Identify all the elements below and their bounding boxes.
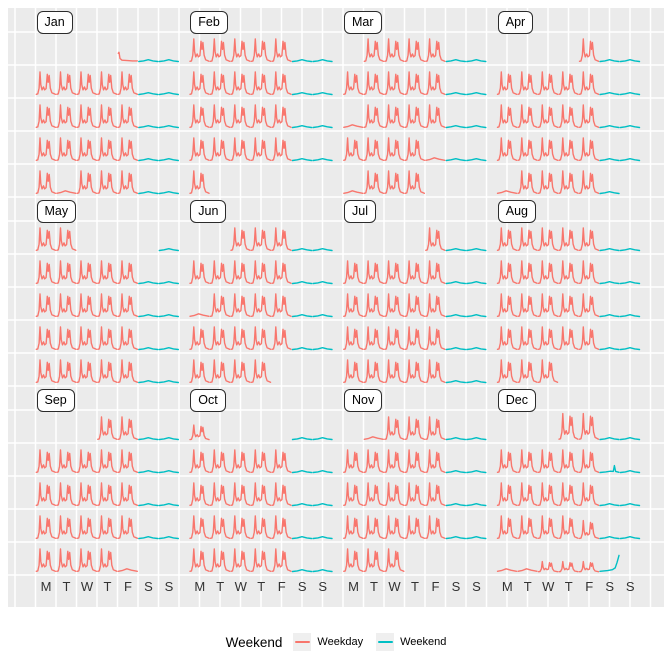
axis-day-label-col4-7: S xyxy=(625,579,635,594)
day-sparkline-may-w4-d7 xyxy=(159,348,178,350)
day-sparkline-sep-w4-d7 xyxy=(159,537,178,539)
day-sparkline-jul-w4-d3 xyxy=(385,327,404,349)
day-sparkline-may-w2-d3 xyxy=(77,261,96,283)
day-sparkline-sep-w1-d5 xyxy=(118,417,137,439)
day-sparkline-may-w5-d1 xyxy=(36,360,55,382)
day-sparkline-nov-w2-d1 xyxy=(344,450,363,472)
day-sparkline-may-w2-d1 xyxy=(36,261,55,283)
day-sparkline-may-w2-d4 xyxy=(98,261,117,283)
day-sparkline-mar-w4-d3 xyxy=(385,138,404,160)
day-sparkline-nov-w5-d3 xyxy=(385,549,404,571)
day-sparkline-jan-w4-d1 xyxy=(36,138,55,160)
calendar-grid-canvas xyxy=(8,8,664,607)
plot-panel xyxy=(8,8,664,607)
day-sparkline-may-w3-d6 xyxy=(139,315,158,317)
day-sparkline-jul-w3-d5 xyxy=(426,294,445,316)
axis-day-label-col2-2: T xyxy=(216,579,225,594)
day-sparkline-jul-w4-d5 xyxy=(426,327,445,349)
day-sparkline-jul-w3-d4 xyxy=(405,294,424,316)
day-sparkline-jul-w2-d6 xyxy=(446,282,465,284)
day-sparkline-jul-w3-d1 xyxy=(344,294,363,316)
day-sparkline-sep-w2-d4 xyxy=(98,450,117,472)
day-sparkline-mar-w4-d6 xyxy=(446,159,465,161)
day-sparkline-nov-w3-d4 xyxy=(405,483,424,505)
day-sparkline-nov-w1-d5 xyxy=(426,417,445,439)
day-sparkline-may-w2-d5 xyxy=(118,261,137,283)
day-sparkline-jul-w5-d1 xyxy=(344,360,363,382)
axis-day-label-col2-4: T xyxy=(257,579,266,594)
day-sparkline-jul-w3-d7 xyxy=(467,315,486,317)
legend-item-weekend xyxy=(376,633,446,651)
day-sparkline-may-w5-d4 xyxy=(98,360,117,382)
axis-day-label-col4-2: T xyxy=(523,579,532,594)
day-sparkline-jan-w4-d5 xyxy=(118,138,137,160)
day-sparkline-jan-w2-d7 xyxy=(159,93,178,95)
day-sparkline-sep-w1-d7 xyxy=(159,438,178,440)
day-sparkline-nov-w1-d4 xyxy=(405,417,424,439)
day-sparkline-jul-w2-d2 xyxy=(364,261,383,283)
day-sparkline-sep-w2-d5 xyxy=(118,450,137,472)
day-sparkline-nov-w4-d7 xyxy=(467,537,486,539)
day-sparkline-mar-w2-d4 xyxy=(405,72,424,94)
day-sparkline-nov-w3-d5 xyxy=(426,483,445,505)
axis-day-label-col4-3: W xyxy=(542,579,555,594)
day-sparkline-mar-w5-d3 xyxy=(385,171,404,193)
day-sparkline-nov-w4-d1 xyxy=(344,516,363,538)
axis-day-label-col3-3: W xyxy=(388,579,401,594)
axis-day-label-col1-4: T xyxy=(103,579,112,594)
day-sparkline-sep-w4-d2 xyxy=(57,516,76,538)
month-label-apr: Apr xyxy=(498,11,533,34)
day-sparkline-jul-w5-d3 xyxy=(385,360,404,382)
day-sparkline-sep-w3-d1 xyxy=(36,483,55,505)
month-label-jul: Jul xyxy=(344,200,376,223)
axis-day-label-col2-7: S xyxy=(318,579,328,594)
day-sparkline-mar-w3-d5 xyxy=(426,105,445,127)
day-sparkline-nov-w3-d2 xyxy=(364,483,383,505)
day-sparkline-sep-w3-d6 xyxy=(139,504,158,506)
day-sparkline-jul-w4-d7 xyxy=(467,348,486,350)
day-sparkline-sep-w3-d4 xyxy=(98,483,117,505)
axis-day-label-col1-1: M xyxy=(40,579,52,594)
axis-day-label-col1-6: S xyxy=(144,579,153,594)
day-sparkline-jul-w1-d7 xyxy=(467,249,486,251)
day-sparkline-mar-w4-d2 xyxy=(364,138,383,160)
day-sparkline-jul-w5-d7 xyxy=(467,381,486,383)
day-sparkline-sep-w5-d3 xyxy=(77,549,96,571)
day-sparkline-sep-w2-d3 xyxy=(77,450,96,472)
day-sparkline-mar-w2-d1 xyxy=(344,72,363,94)
day-sparkline-sep-w1-d6 xyxy=(139,438,158,440)
day-sparkline-nov-w4-d6 xyxy=(446,537,465,539)
day-sparkline-jul-w1-d5 xyxy=(426,228,445,250)
day-sparkline-sep-w1-d4 xyxy=(98,417,117,439)
axis-day-label-col4-1: M xyxy=(501,579,513,594)
month-label-jan: Jan xyxy=(37,11,73,34)
day-sparkline-may-w3-d7 xyxy=(159,315,178,317)
day-sparkline-jan-w5-d4 xyxy=(98,171,117,193)
day-sparkline-sep-w2-d2 xyxy=(57,450,76,472)
day-sparkline-jul-w2-d5 xyxy=(426,261,445,283)
axis-day-label-col3-6: S xyxy=(451,579,461,594)
day-sparkline-sep-w2-d1 xyxy=(36,450,55,472)
day-sparkline-sep-w4-d4 xyxy=(98,516,117,538)
day-sparkline-jan-w1-d6 xyxy=(139,60,158,62)
weekday-line-key-icon xyxy=(293,633,311,651)
day-sparkline-jan-w5-d5 xyxy=(118,171,137,193)
day-sparkline-mar-w4-d7 xyxy=(467,159,486,161)
axis-day-label-col1-5: F xyxy=(124,579,132,594)
day-sparkline-nov-w4-d5 xyxy=(426,516,445,538)
axis-day-label-col3-7: S xyxy=(472,579,481,594)
day-sparkline-jul-w5-d5 xyxy=(426,360,445,382)
day-sparkline-mar-w4-d5 xyxy=(426,158,445,161)
day-sparkline-nov-w2-d4 xyxy=(405,450,424,472)
axis-day-label-col2-5: F xyxy=(277,579,286,594)
day-sparkline-nov-w2-d5 xyxy=(426,450,445,472)
day-sparkline-jan-w1-d7 xyxy=(159,60,178,62)
axis-day-label-col1-7: S xyxy=(164,579,174,594)
month-label-jun: Jun xyxy=(190,200,226,223)
day-sparkline-mar-w1-d3 xyxy=(385,39,404,61)
month-label-may: May xyxy=(37,200,77,223)
day-sparkline-mar-w4-d4 xyxy=(405,138,424,160)
day-sparkline-sep-w2-d6 xyxy=(139,471,158,473)
day-sparkline-sep-w5-d4 xyxy=(98,549,117,571)
day-sparkline-nov-w2-d7 xyxy=(467,471,486,473)
weekday-key-line xyxy=(295,641,310,643)
day-sparkline-nov-w1-d6 xyxy=(446,438,465,440)
axis-day-label-col2-3: W xyxy=(234,579,247,594)
day-sparkline-may-w3-d1 xyxy=(36,294,55,316)
day-sparkline-nov-w2-d6 xyxy=(446,471,465,473)
day-sparkline-mar-w1-d4 xyxy=(405,39,424,61)
day-sparkline-mar-w1-d2 xyxy=(364,39,383,61)
day-sparkline-may-w3-d4 xyxy=(98,294,117,316)
day-sparkline-nov-w3-d1 xyxy=(344,483,363,505)
day-sparkline-mar-w5-d1 xyxy=(344,191,363,194)
day-sparkline-nov-w3-d3 xyxy=(385,483,404,505)
day-sparkline-may-w1-d1 xyxy=(36,228,55,250)
day-sparkline-may-w1-d2 xyxy=(57,228,76,250)
day-sparkline-sep-w2-d7 xyxy=(159,471,178,473)
day-sparkline-mar-w4-d1 xyxy=(344,138,363,160)
day-sparkline-nov-w3-d7 xyxy=(467,504,486,506)
day-sparkline-mar-w2-d5 xyxy=(426,72,445,94)
day-sparkline-sep-w3-d5 xyxy=(118,483,137,505)
axis-day-label-col2-6: S xyxy=(297,579,307,594)
day-sparkline-nov-w3-d6 xyxy=(446,504,465,506)
month-label-mar: Mar xyxy=(344,11,382,34)
month-label-feb: Feb xyxy=(190,11,228,34)
day-sparkline-jan-w3-d5 xyxy=(118,105,137,127)
day-sparkline-nov-w1-d2 xyxy=(364,437,383,440)
day-sparkline-may-w5-d5 xyxy=(118,360,137,382)
day-sparkline-may-w5-d2 xyxy=(57,360,76,382)
day-sparkline-jul-w1-d6 xyxy=(446,249,465,251)
day-sparkline-may-w3-d3 xyxy=(77,294,96,316)
legend-item-weekday xyxy=(293,633,363,651)
day-sparkline-may-w5-d7 xyxy=(159,381,178,383)
day-sparkline-jul-w2-d3 xyxy=(385,261,404,283)
weekend-line-key-icon xyxy=(376,633,394,651)
day-sparkline-jan-w2-d2 xyxy=(57,72,76,94)
day-sparkline-jul-w3-d3 xyxy=(385,294,404,316)
weekend-key-line xyxy=(378,641,393,643)
day-sparkline-jan-w2-d6 xyxy=(139,93,158,95)
day-sparkline-jul-w3-d2 xyxy=(364,294,383,316)
day-sparkline-jul-w5-d6 xyxy=(446,381,465,383)
day-sparkline-may-w5-d6 xyxy=(139,381,158,383)
day-sparkline-jan-w5-d7 xyxy=(159,192,178,194)
day-sparkline-jul-w4-d4 xyxy=(405,327,424,349)
day-sparkline-jan-w2-d3 xyxy=(77,72,96,94)
day-sparkline-may-w4-d1 xyxy=(36,327,55,349)
month-label-nov: Nov xyxy=(344,389,382,412)
day-sparkline-mar-w2-d6 xyxy=(446,93,465,95)
day-sparkline-jul-w2-d4 xyxy=(405,261,424,283)
day-sparkline-nov-w4-d4 xyxy=(405,516,424,538)
day-sparkline-mar-w3-d6 xyxy=(446,126,465,128)
axis-day-label-col1-3: W xyxy=(80,579,94,594)
day-sparkline-sep-w3-d2 xyxy=(57,483,76,505)
day-sparkline-nov-w5-d2 xyxy=(364,549,383,571)
day-sparkline-may-w4-d2 xyxy=(57,327,76,349)
day-sparkline-jul-w4-d1 xyxy=(344,327,363,349)
legend-label-weekend: Weekend xyxy=(400,636,447,648)
month-label-dec: Dec xyxy=(498,389,536,412)
day-sparkline-may-w4-d6 xyxy=(139,348,158,350)
day-sparkline-sep-w5-d5 xyxy=(118,569,137,572)
month-label-sep: Sep xyxy=(37,389,75,412)
day-sparkline-jan-w3-d4 xyxy=(98,105,117,127)
day-sparkline-mar-w3-d3 xyxy=(385,105,404,127)
month-label-oct: Oct xyxy=(190,389,225,412)
day-sparkline-nov-w4-d3 xyxy=(385,516,404,538)
day-sparkline-may-w4-d5 xyxy=(118,327,137,349)
day-sparkline-jan-w1-d5 xyxy=(118,52,137,61)
axis-day-label-col3-2: T xyxy=(370,579,378,594)
axis-day-label-col1-2: T xyxy=(62,579,71,594)
day-sparkline-sep-w3-d3 xyxy=(77,483,96,505)
axis-day-label-col2-1: M xyxy=(194,579,206,594)
day-sparkline-may-w3-d2 xyxy=(57,294,76,316)
day-sparkline-may-w2-d2 xyxy=(57,261,76,283)
day-sparkline-jan-w2-d4 xyxy=(98,72,117,94)
day-sparkline-jan-w3-d1 xyxy=(36,105,55,127)
day-sparkline-jul-w2-d1 xyxy=(344,261,363,283)
day-sparkline-jan-w5-d6 xyxy=(139,192,158,194)
day-sparkline-jan-w3-d7 xyxy=(159,126,178,128)
day-sparkline-jan-w4-d7 xyxy=(159,159,178,161)
day-sparkline-jul-w3-d6 xyxy=(446,315,465,317)
day-sparkline-mar-w3-d7 xyxy=(467,126,486,128)
day-sparkline-jan-w2-d5 xyxy=(118,72,137,94)
day-sparkline-jan-w2-d1 xyxy=(36,72,55,94)
day-sparkline-sep-w4-d1 xyxy=(36,516,55,538)
day-sparkline-nov-w4-d2 xyxy=(364,516,383,538)
day-sparkline-mar-w2-d3 xyxy=(385,72,404,94)
day-sparkline-sep-w5-d1 xyxy=(36,549,55,571)
day-sparkline-nov-w2-d3 xyxy=(385,450,404,472)
axis-day-label-col4-5: F xyxy=(585,579,594,594)
day-sparkline-sep-w3-d7 xyxy=(159,504,178,506)
day-sparkline-may-w2-d7 xyxy=(159,282,178,284)
day-sparkline-jan-w3-d2 xyxy=(57,105,76,127)
day-sparkline-mar-w3-d4 xyxy=(405,105,424,127)
day-sparkline-sep-w4-d3 xyxy=(77,516,96,538)
axis-day-label-col3-5: F xyxy=(431,579,440,594)
day-sparkline-sep-w4-d6 xyxy=(139,537,158,539)
axis-day-label-col3-4: T xyxy=(411,579,419,594)
day-sparkline-mar-w2-d7 xyxy=(467,93,486,95)
day-sparkline-sep-w5-d2 xyxy=(57,549,76,571)
day-sparkline-jul-w4-d6 xyxy=(446,348,465,350)
day-sparkline-may-w3-d5 xyxy=(118,294,137,316)
day-sparkline-mar-w5-d4 xyxy=(405,171,424,193)
day-sparkline-jan-w4-d2 xyxy=(57,138,76,160)
day-sparkline-may-w5-d3 xyxy=(77,360,96,382)
day-sparkline-nov-w1-d3 xyxy=(385,417,404,439)
legend xyxy=(0,633,672,651)
day-sparkline-mar-w3-d1 xyxy=(344,125,363,128)
legend-title: Weekend xyxy=(225,634,283,650)
day-sparkline-sep-w4-d5 xyxy=(118,516,137,538)
axis-day-label-col4-4: T xyxy=(564,579,573,594)
day-sparkline-jul-w5-d4 xyxy=(405,360,424,382)
day-sparkline-jan-w5-d1 xyxy=(36,171,55,193)
day-sparkline-jan-w4-d6 xyxy=(139,159,158,161)
day-sparkline-mar-w2-d2 xyxy=(364,72,383,94)
day-sparkline-jan-w5-d3 xyxy=(77,171,96,193)
day-sparkline-jan-w3-d6 xyxy=(139,126,158,128)
axis-day-label-col4-6: S xyxy=(605,579,615,594)
day-sparkline-jan-w5-d2 xyxy=(57,191,76,194)
day-sparkline-mar-w5-d2 xyxy=(364,171,383,193)
day-sparkline-mar-w1-d7 xyxy=(467,60,486,62)
day-sparkline-nov-w2-d2 xyxy=(364,450,383,472)
day-sparkline-nov-w1-d7 xyxy=(467,438,486,440)
day-sparkline-mar-w1-d6 xyxy=(446,60,465,62)
day-sparkline-mar-w3-d2 xyxy=(364,105,383,127)
day-sparkline-jan-w3-d3 xyxy=(77,105,96,127)
month-label-aug: Aug xyxy=(498,200,536,223)
day-sparkline-may-w2-d6 xyxy=(139,282,158,284)
day-sparkline-jul-w4-d2 xyxy=(364,327,383,349)
day-sparkline-nov-w5-d1 xyxy=(344,549,363,571)
day-sparkline-may-w1-d7 xyxy=(159,249,178,251)
day-sparkline-mar-w1-d5 xyxy=(426,39,445,61)
day-sparkline-jul-w5-d2 xyxy=(364,360,383,382)
day-sparkline-jul-w2-d7 xyxy=(467,282,486,284)
legend-label-weekday: Weekday xyxy=(317,636,364,648)
day-sparkline-jan-w4-d4 xyxy=(98,138,117,160)
day-sparkline-may-w4-d3 xyxy=(77,327,96,349)
day-sparkline-may-w4-d4 xyxy=(98,327,117,349)
axis-day-label-col3-1: M xyxy=(348,579,359,594)
day-sparkline-jan-w4-d3 xyxy=(77,138,96,160)
